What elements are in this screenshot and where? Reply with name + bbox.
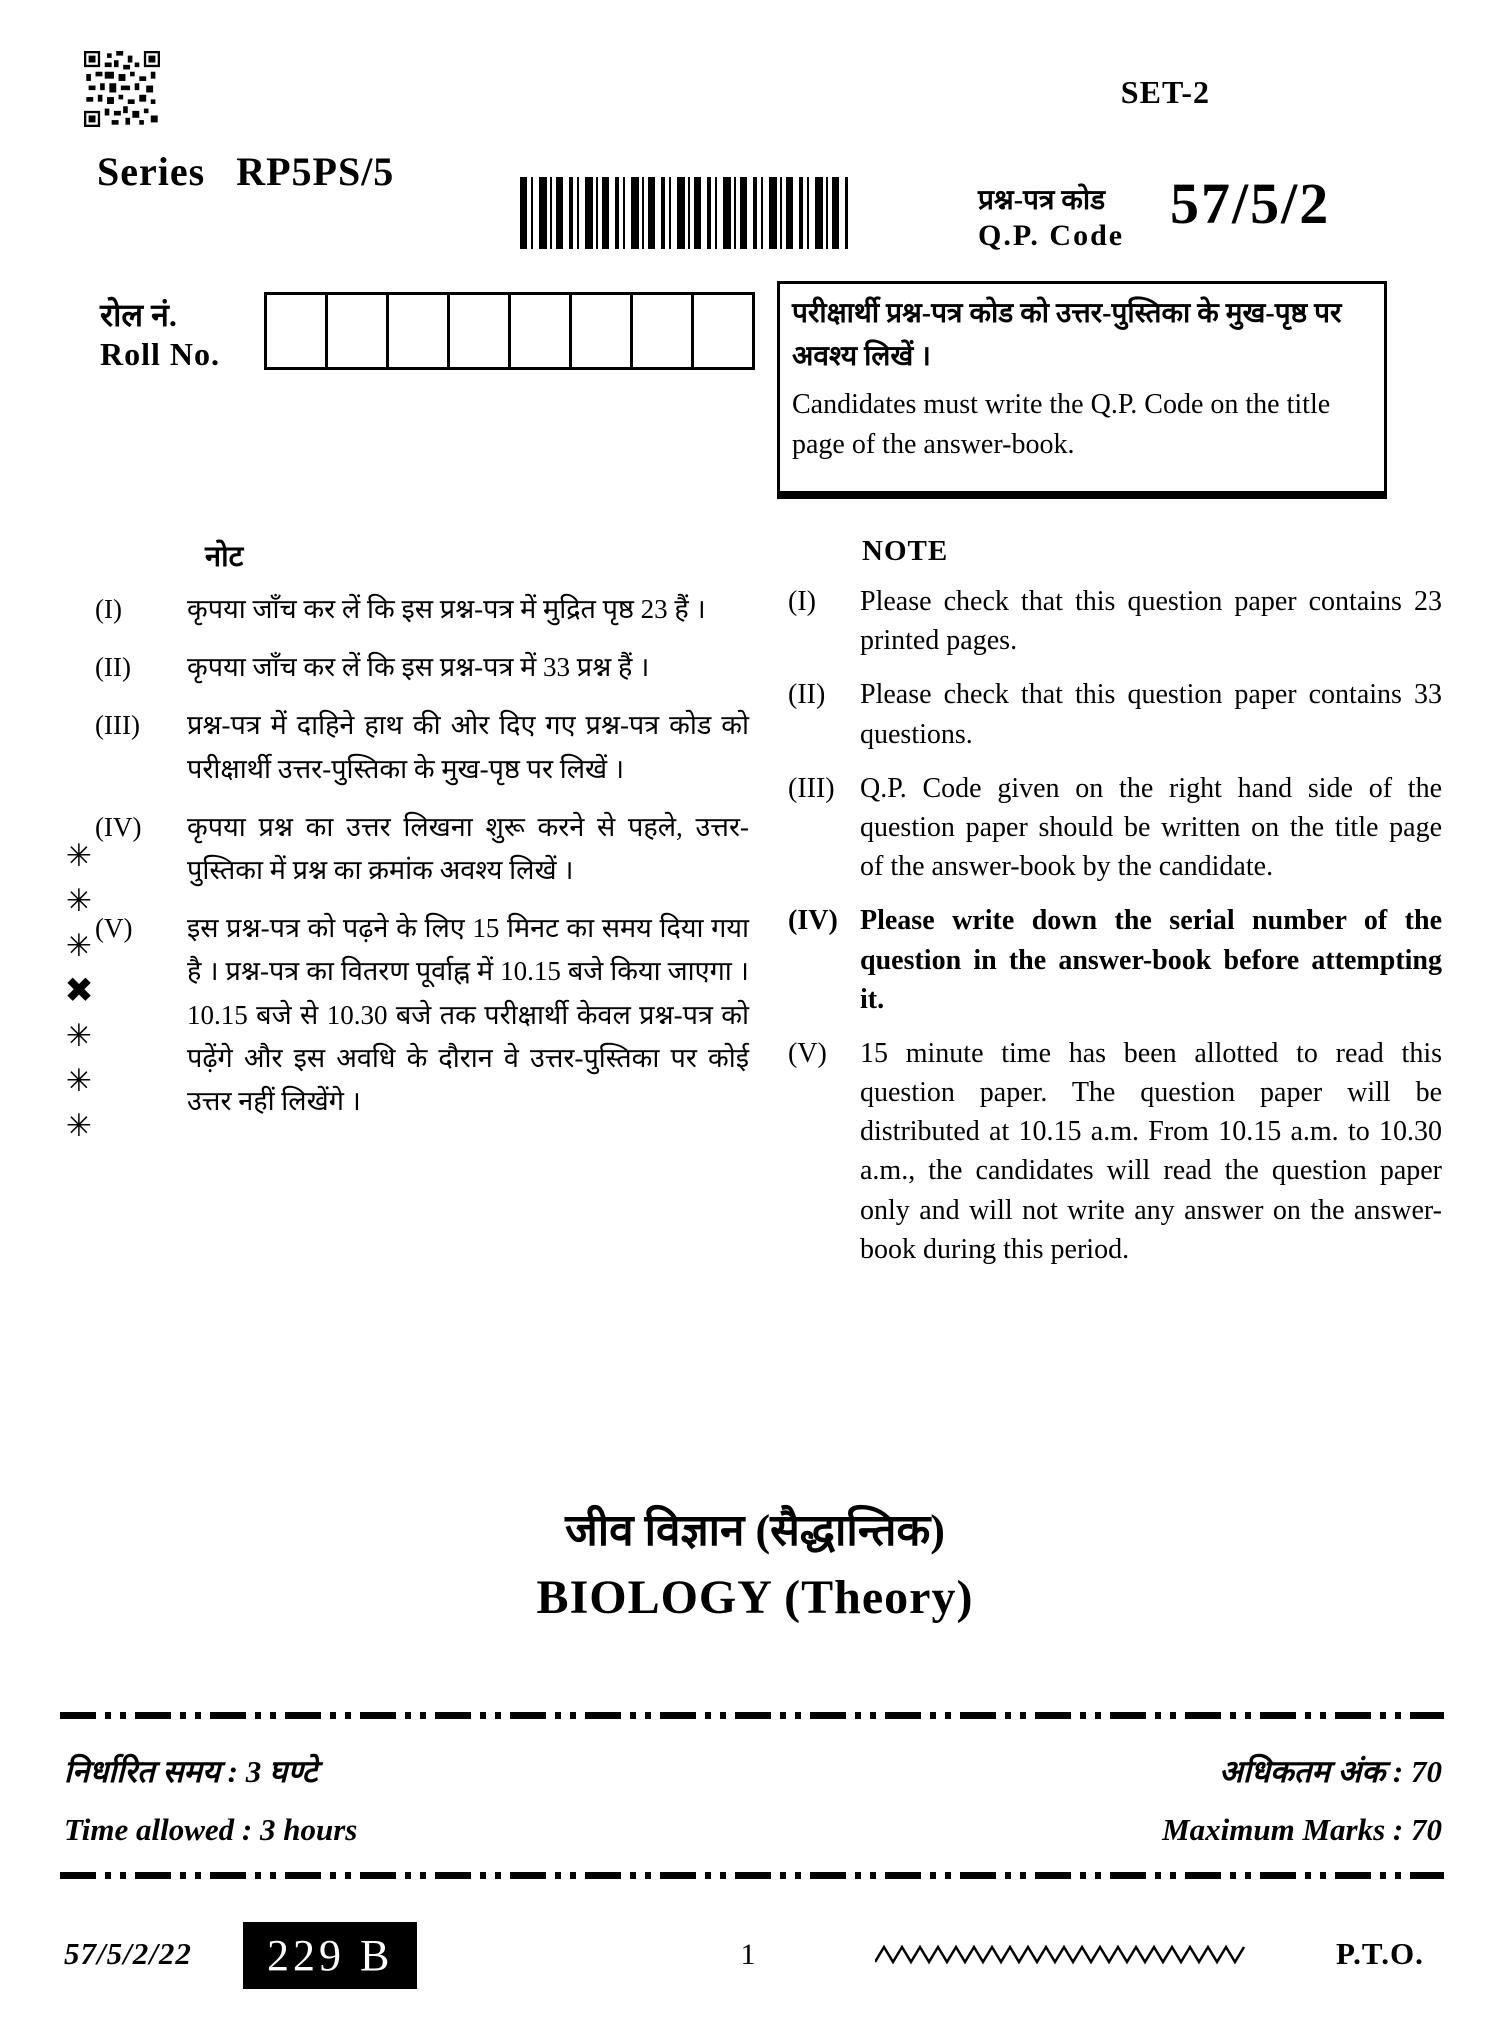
note-item: [788, 901, 1442, 1019]
set-label: SET-2: [1120, 74, 1210, 110]
note-item: [788, 769, 1442, 887]
dash-divider-bottom: [60, 1872, 1444, 1879]
note-item-text: कृपया प्रश्न का उत्तर लिखना शुरू करने से पहले, उत्तर-पुस्तिका में प्रश्न का क्रमांक अवश्य लिखें ।: [187, 811, 749, 885]
note-item-text: प्रश्न-पत्र में दाहिने हाथ की ओर दिए गए प्रश्न-पत्र कोड को परीक्षार्थी उत्तर-पुस्तिका के मुख-पृष्ठ पर लिखें ।: [187, 710, 749, 784]
note-item-text: Q.P. Code given on the right hand side of the question paper should be written on the title page of the answer-book by the candidate.: [860, 772, 1442, 883]
roll-cell: [388, 294, 449, 369]
note-item: [95, 646, 749, 689]
note-item: [788, 1034, 1442, 1269]
roll-number-table: [264, 292, 755, 370]
qp-code-label-english: Q.P. Code: [978, 218, 1125, 252]
candidate-instruction-hindi: परीक्षार्थी प्रश्न-पत्र कोड को उत्तर-पुस्तिका के मुख-पृष्ठ पर अवश्य लिखें ।: [792, 298, 1342, 373]
note-item-text: कृपया जाँच कर लें कि इस प्रश्न-पत्र में मुद्रित पृष्ठ 23 हैं ।: [187, 594, 706, 625]
roll-cell: [327, 294, 388, 369]
roll-label-english: Roll No.: [100, 336, 220, 372]
note-item-number: (I): [95, 594, 122, 625]
x-mark: ✖: [64, 971, 94, 1011]
footer-paper-code: 57/5/2/22: [64, 1936, 192, 1971]
time-allowed-hindi: निर्धारित समय : 3 घण्टे: [64, 1754, 318, 1789]
barcode: [520, 177, 848, 249]
note-item-text: कृपया जाँच कर लें कि इस प्रश्न-पत्र में 33 प्रश्न हैं ।: [187, 652, 650, 683]
note-item: [95, 907, 749, 1123]
asterisk-mark: ✳: [66, 838, 92, 874]
meta-row-hindi: [64, 1750, 1442, 1792]
candidate-instruction-english: Candidates must write the Q.P. Code on the title page of the answer-book.: [792, 388, 1331, 460]
squiggle-divider: [875, 1944, 1247, 1966]
note-item-number: (III): [788, 772, 835, 804]
note-item-number: (IV): [95, 811, 142, 842]
pto-label: P.T.O.: [1336, 1936, 1424, 1971]
note-item-text: 15 minute time has been allotted to read this question paper. The question paper will be distributed at 10.15 a.m. From 10.15 a.m. to 10.30 a.m., the candidates will read the question paper only and will not write any answer on the answer-book during this period.: [860, 1037, 1442, 1265]
note-item-number: (V): [95, 913, 133, 944]
roll-cell: [632, 294, 693, 369]
note-item: [788, 582, 1442, 660]
note-item-number: (V): [788, 1037, 827, 1069]
asterisk-mark: ✳: [66, 1018, 92, 1054]
note-heading-hindi: नोट: [205, 541, 244, 573]
max-marks-hindi: अधिकतम अंक : 70: [1219, 1754, 1442, 1789]
note-heading-english: NOTE: [862, 535, 949, 567]
time-allowed-english: Time allowed : 3 hours: [64, 1812, 358, 1847]
paper-title-hindi: जीव विज्ञान (सैद्धान्तिक): [565, 1506, 945, 1555]
meta-row-english: [64, 1812, 1442, 1848]
candidate-instruction-box: [777, 281, 1387, 499]
note-item-number: (III): [95, 710, 140, 741]
note-item-text: Please check that this question paper contains 23 printed pages.: [860, 586, 1442, 657]
note-item-text: Please write down the serial number of the question in the answer-book before attempting it.: [860, 905, 1442, 1015]
note-item: [95, 806, 749, 892]
qp-code-labels: [978, 184, 1124, 254]
footer-batch-code: 229 B: [243, 1922, 417, 1989]
roll-cell: [693, 294, 754, 369]
note-column-hindi: [95, 536, 749, 1138]
roll-label-hindi: रोल नं.: [100, 297, 177, 333]
note-item-number: (I): [788, 586, 816, 618]
max-marks-english: Maximum Marks : 70: [1162, 1812, 1442, 1847]
qr-code: [84, 46, 160, 132]
asterisk-mark: ✳: [66, 883, 92, 919]
asterisk-mark: ✳: [66, 928, 92, 964]
roll-cell: [266, 294, 327, 369]
qp-code-value: 57/5/2: [1170, 171, 1331, 236]
dash-divider-top: [60, 1712, 1444, 1719]
roll-cell: [510, 294, 571, 369]
note-item-number: (II): [95, 652, 131, 683]
note-item-number: (II): [788, 679, 826, 711]
note-column-english: [788, 530, 1442, 1284]
margin-marks: [56, 834, 102, 1149]
qp-code-label-hindi: प्रश्न-पत्र कोड: [978, 185, 1106, 216]
note-item: [788, 675, 1442, 753]
roll-cell: [449, 294, 510, 369]
asterisk-mark: ✳: [66, 1063, 92, 1099]
note-item: [95, 588, 749, 631]
series-label: Series RP5PS/5: [97, 149, 395, 194]
roll-cell: [571, 294, 632, 369]
note-item-number: (IV): [788, 905, 838, 937]
paper-title-english: BIOLOGY (Theory): [536, 1571, 974, 1624]
page-number: 1: [740, 1938, 756, 1971]
asterisk-mark: ✳: [66, 1108, 92, 1144]
note-item-text: Please check that this question paper contains 33 questions.: [860, 679, 1442, 750]
note-item: [95, 704, 749, 790]
note-item-text: इस प्रश्न-पत्र को पढ़ने के लिए 15 मिनट का समय दिया गया है । प्रश्न-पत्र का वितरण पूर्वाह्न में 10.15 बजे किया जाएगा । 10.15 बजे से 10.30 बजे तक परीक्षार्थी केवल प्रश्न-पत्र को पढ़ेंगे और इस अवधि के दौरान वे उत्तर-पुस्तिका पर कोई उत्तर नहीं लिखेंगे ।: [187, 913, 749, 1116]
